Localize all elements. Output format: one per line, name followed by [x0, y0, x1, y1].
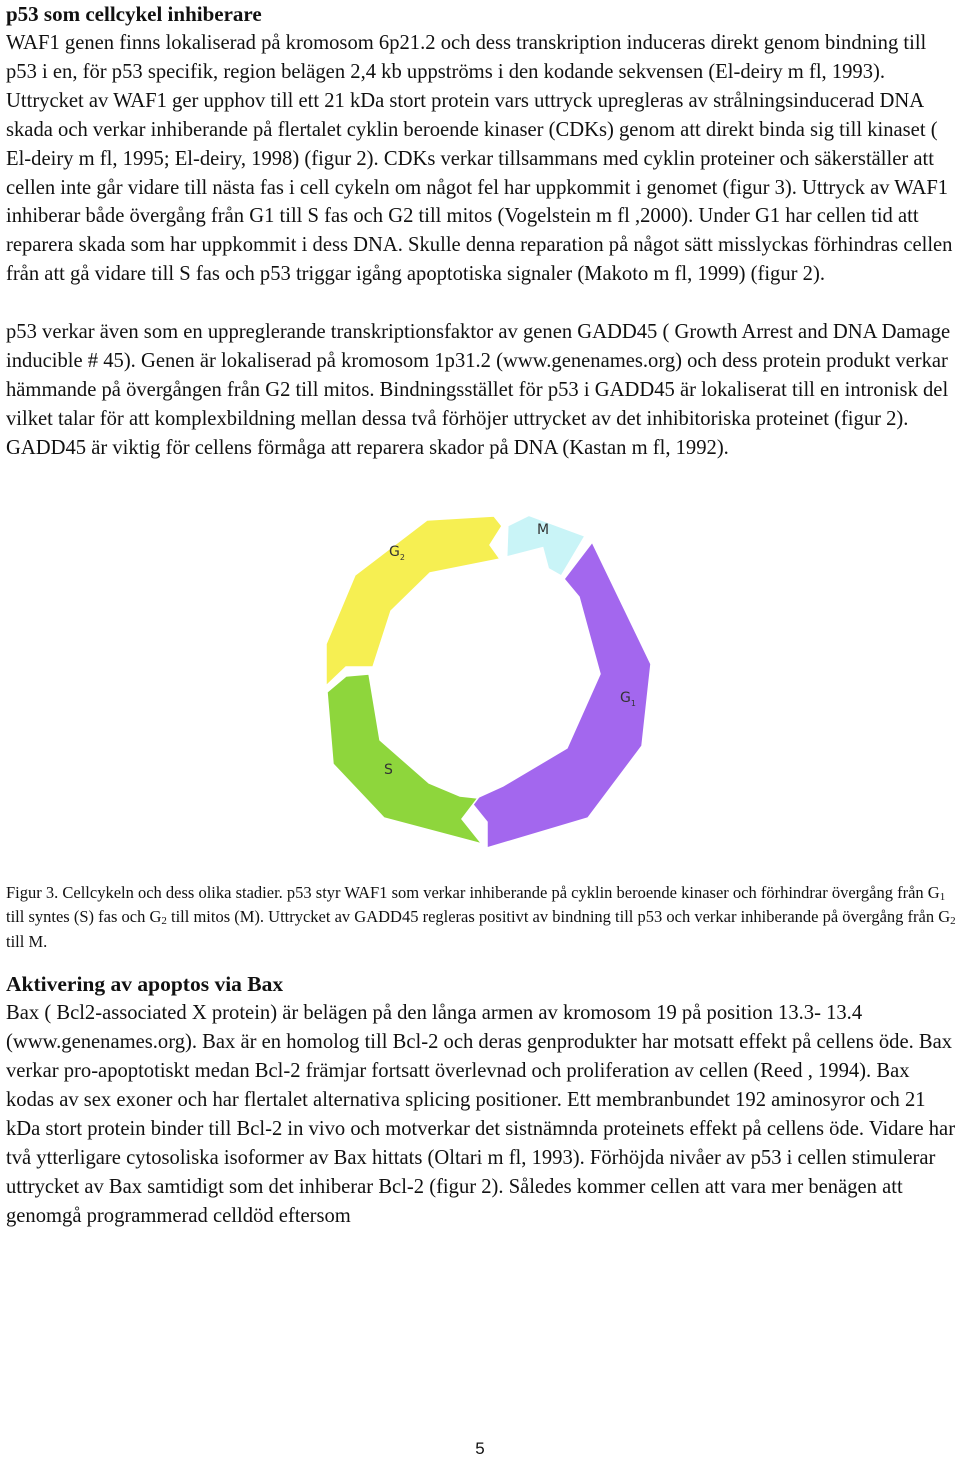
- cell-cycle-segment-g2: [326, 516, 502, 686]
- caption-text: till mitos (M). Uttrycket av GADD45 regleras positivt av bindning till p53 och verkar inhiberande på övergång från G: [166, 907, 951, 927]
- caption-subscript: 2: [161, 915, 167, 928]
- caption-text: till M.: [6, 931, 48, 951]
- caption-text: Figur 3. Cellcykeln och dess olika stadier. p53 styr WAF1 som verkar inhiberande på cyklin beroende kinaser och förhindrar övergång från G: [6, 882, 940, 902]
- caption-text: till syntes (S) fas och G: [6, 907, 162, 927]
- section-heading-bax: Aktivering av apoptos via Bax: [6, 972, 284, 997]
- paragraph-gadd45: p53 verkar även som en uppreglerande transkriptionsfaktor av genen GADD45 ( Growth Arrest and DNA Damage inducible # 45). Genen är lokaliserad på kromosom 1p31.2 (www.genenames.org) och dess protein produkt verkar hämmande på övergången från G2 till mitos. Bindningsstället för p53 i GADD45 är lokaliserat till en intronisk del vilket talar för att komplexbildning mellan dessa två förhöjer uttrycket av det inhibitoriska proteinet (figur 2). GADD45 är viktig för cellens förmåga att reparera skador på DNA (Kastan m fl, 1992).: [6, 321, 951, 459]
- figure-caption: [6, 881, 956, 955]
- cell-cycle-segment-s: [327, 674, 482, 844]
- cell-cycle-label-m: M: [537, 521, 550, 538]
- section-heading-p53: p53 som cellcykel inhiberare: [6, 2, 262, 26]
- paragraph-waf1: WAF1 genen finns lokaliserad på kromosom 6p21.2 och dess transkription induceras direkt genom bindning till p53 i en, för p53 specifik, region belägen 2,4 kb uppströms i den kodande sekvensen (El-deiry m fl, 1993). Uttrycket av WAF1 ger upphov till ett 21 kDa stort protein vars uttryck upregleras av strålningsinducerad DNA skada och verkar inhiberande på flertalet cyklin beroende kinaser (CDKs) genom att direkt binda sig till kinaset ( El-deiry m fl, 1995; El-deiry, 1998) (figur 2). CDKs verkar tillsammans med cyklin proteiner och säkerställer att cellen inte går vidare till nästa fas i cell cykeln om något fel har uppkommit i genomet (figur 3). Uttryck av WAF1 inhiberar både övergång från G1 till S fas och G2 till mitos (Vogelstein m fl ,2000). Under G1 har cellen tid att reparera skada som har uppkommit i dess DNA. Skulle denna reparation på något sätt misslyckas förhindras cellen från att gå vidare till S fas och p53 triggar igång apoptotiska signaler (Makoto m fl, 1999) (figur 2).: [6, 32, 953, 286]
- caption-subscript: 1: [939, 890, 946, 903]
- paragraph-bax: Bax ( Bcl2-associated X protein) är belägen på den långa armen av kromosom 19 på position 13.3- 13.4 (www.genenames.org). Bax är en homolog till Bcl-2 och deras genprodukter har motsatt effekt på cellens öde. Bax verkar pro-apoptotiskt medan Bcl-2 främjar fortsatt överlevnad och proliferation av cellen (Reed , 1994). Bax kodas av sex exoner och har flertalet alternativa splicing positioner. Ett membranbundet 192 aminosyror och 21 kDa stort protein binder till Bcl-2 in vivo och motverkar det sistnämnda proteinets effekt på cellens öde. Vidare har två ytterligare cytosoliska isoformer av Bax hittats (Oltari m fl, 1993). Förhöjda nivåer av p53 i cellen stimulerar uttrycket av Bax samtidigt som det inhiberar Bcl-2 (figur 2). Således kommer cellen att vara mer benägen att genomgå programmerad celldöd eftersom: [6, 1002, 956, 1227]
- cell-cycle-label-g1: $G_1$: [620, 689, 636, 708]
- paragraph-gap: [6, 289, 956, 318]
- document-page: [6, 0, 956, 1230]
- cell-cycle-diagram: [324, 514, 654, 854]
- cell-cycle-label-s: S: [384, 761, 393, 778]
- page-number: 5: [475, 1439, 485, 1458]
- caption-subscript: 2: [950, 915, 956, 928]
- cell-cycle-label-g2: $G_2$: [389, 543, 405, 562]
- cell-cycle-figure: [6, 463, 956, 881]
